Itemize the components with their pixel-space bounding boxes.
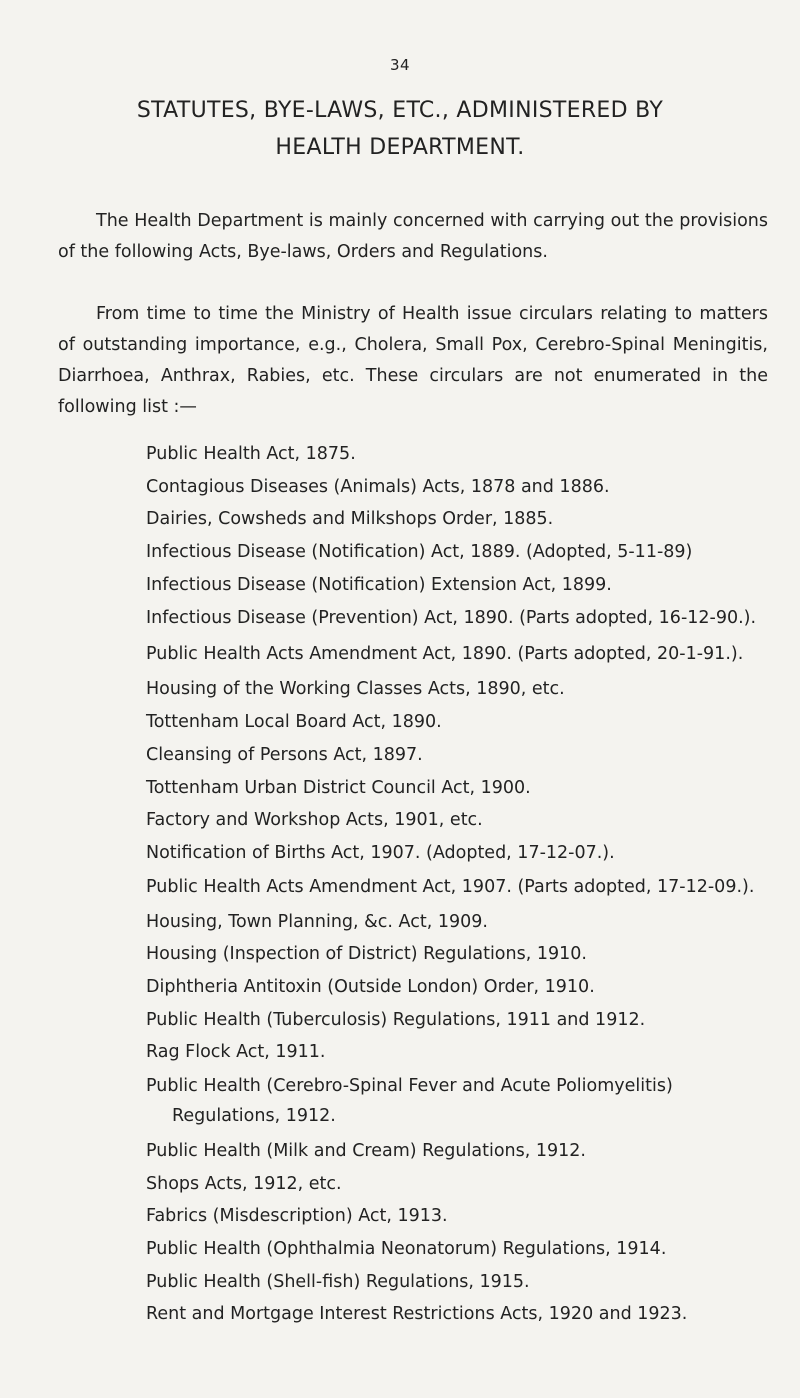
page-title bbox=[60, 92, 740, 166]
list-item: Diphtheria Antitoxin (Outside London) Order, 1910. bbox=[146, 976, 595, 997]
list-item: Cleansing of Persons Act, 1897. bbox=[146, 744, 423, 765]
list-item: Tottenham Local Board Act, 1890. bbox=[146, 712, 442, 733]
page-number: 34 bbox=[389, 56, 411, 74]
list-item: Rent and Mortgage Interest Restrictions Acts, 1920 and 1923. bbox=[146, 1304, 688, 1325]
list-item: Infectious Disease (Notification) Act, 1889. (Adopted, 5-11-89) bbox=[146, 542, 693, 563]
list-item: Rag Flock Act, 1911. bbox=[146, 1042, 326, 1063]
title-line-2: HEALTH DEPARTMENT. bbox=[275, 135, 525, 160]
list-item: Dairies, Cowsheds and Milkshops Order, 1885. bbox=[146, 509, 554, 530]
list-item: Housing (Inspection of District) Regulations, 1910. bbox=[146, 944, 587, 965]
list-item: Public Health (Shell-fish) Regulations, 1915. bbox=[146, 1271, 530, 1292]
list-item: Shops Acts, 1912, etc. bbox=[146, 1173, 342, 1194]
list-item: Public Health (Ophthalmia Neonatorum) Regulations, 1914. bbox=[146, 1239, 667, 1260]
intro-paragraph: The Health Department is mainly concerned with carrying out the provisions of the following Acts, Bye-laws, Orders and Regulations. bbox=[58, 211, 768, 262]
circulars-paragraph: From time to time the Ministry of Health issue circulars relating to matters of outstanding importance, e.g., Cholera, Small Pox, Cerebro-Spinal Meningitis, Diarrhoea, Anthrax, Rabies, etc. These circulars are not enumerated in the following list :— bbox=[58, 304, 768, 417]
list-item: Fabrics (Misdescription) Act, 1913. bbox=[146, 1206, 448, 1227]
list-item: Housing of the Working Classes Acts, 1890, etc. bbox=[146, 679, 565, 700]
list-item: Infectious Disease (Notification) Extension Act, 1899. bbox=[146, 574, 612, 595]
acts-list bbox=[146, 440, 786, 1333]
list-item: Tottenham Urban District Council Act, 1900. bbox=[146, 777, 531, 798]
list-item: Public Health Acts Amendment Act, 1907. (Parts adopted, 17-12-09.). bbox=[146, 876, 755, 897]
list-item: Public Health Acts Amendment Act, 1890. (Parts adopted, 20-1-91.). bbox=[146, 644, 744, 665]
list-item: Housing, Town Planning, &c. Act, 1909. bbox=[146, 911, 488, 932]
list-item: Factory and Workshop Acts, 1901, etc. bbox=[146, 810, 483, 831]
list-item: Contagious Diseases (Animals) Acts, 1878 and 1886. bbox=[146, 476, 610, 497]
list-item: Infectious Disease (Prevention) Act, 1890. (Parts adopted, 16-12-90.). bbox=[146, 608, 757, 629]
list-item: Public Health (Tuberculosis) Regulations, 1911 and 1912. bbox=[146, 1009, 646, 1030]
title-line-1: STATUTES, BYE-LAWS, ETC., ADMINISTERED BY bbox=[136, 98, 664, 123]
list-item: Public Health Act, 1875. bbox=[146, 444, 356, 464]
list-item: Public Health (Milk and Cream) Regulations, 1912. bbox=[146, 1141, 586, 1161]
list-item: Public Health (Cerebro-Spinal Fever and Acute Poliomyelitis) Regulations, 1912. bbox=[146, 1076, 673, 1126]
list-item: Notification of Births Act, 1907. (Adopted, 17-12-07.). bbox=[146, 842, 615, 863]
